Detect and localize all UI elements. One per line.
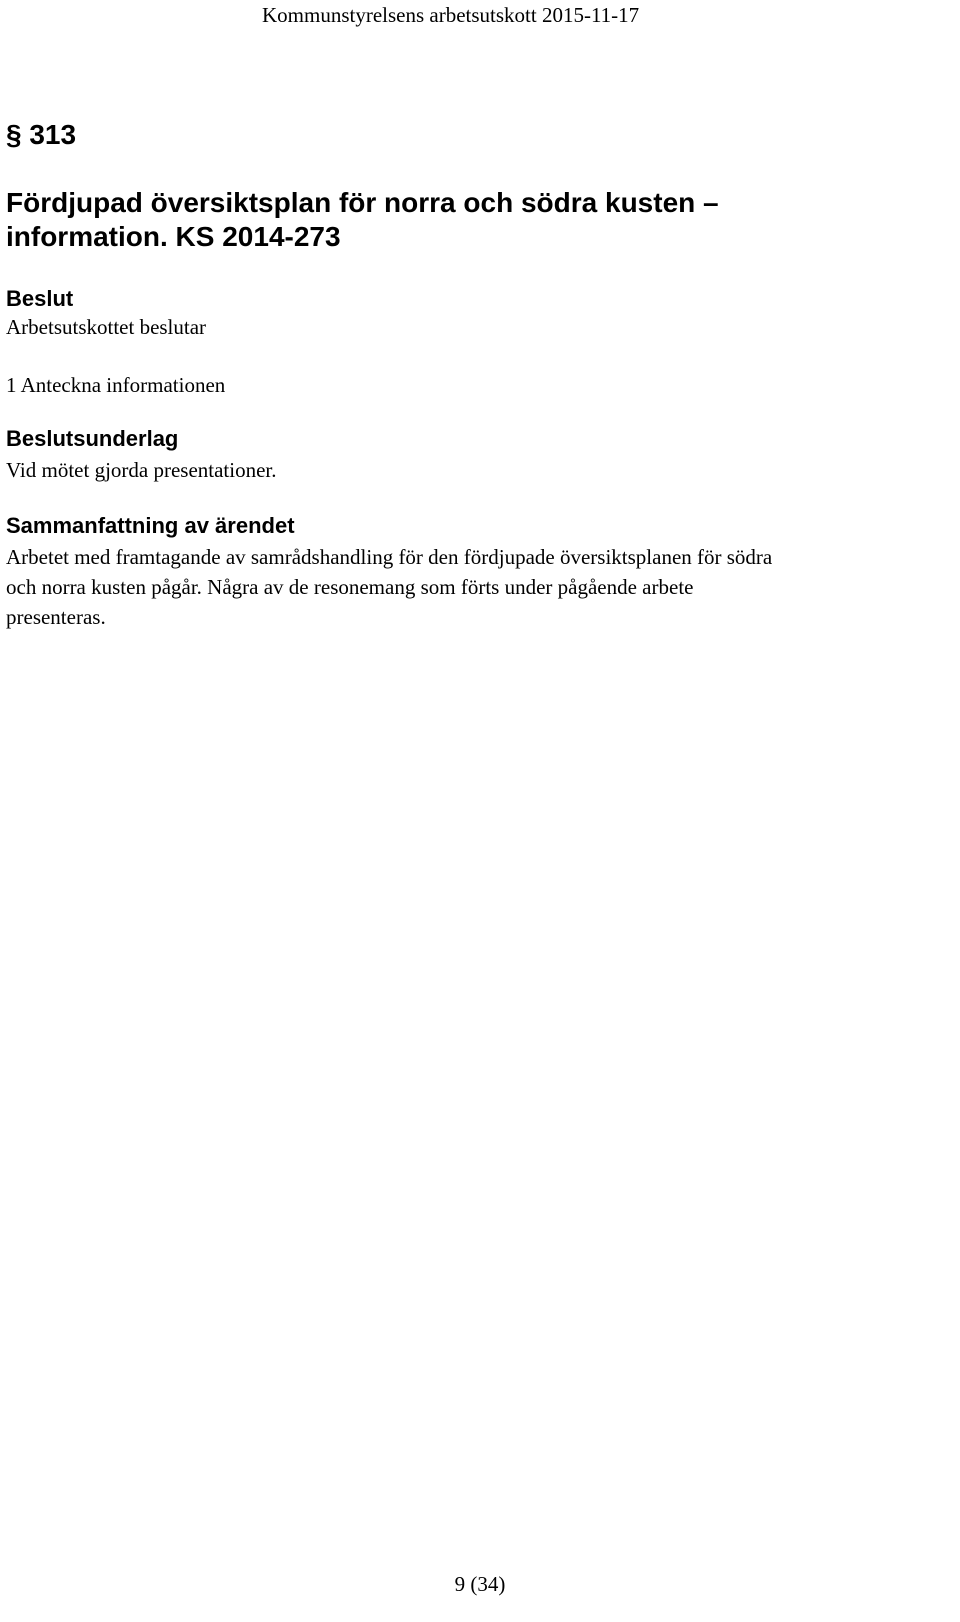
sammanfattning-text	[6, 542, 946, 632]
running-header: Kommunstyrelsens arbetsutskott 2015-11-17	[262, 3, 640, 27]
beslutsunderlag-text: Vid mötet gjorda presentationer.	[6, 458, 277, 482]
sammanfattning-line-1: Arbetet med framtagande av samrådshandling för den fördjupade översiktsplanen för södra	[6, 545, 773, 569]
paragraph-number: § 313	[6, 119, 77, 150]
beslut-intro: Arbetsutskottet beslutar	[6, 315, 207, 339]
page-title	[6, 186, 946, 254]
sammanfattning-line-2: och norra kusten pågår. Några av de resonemang som förts under pågående arbete	[6, 575, 694, 599]
page-title-line-2: information. KS 2014-273	[6, 221, 341, 252]
sammanfattning-heading: Sammanfattning av ärendet	[6, 513, 295, 538]
page-title-line-1: Fördjupad översiktsplan för norra och södra kusten –	[6, 187, 719, 218]
beslutsunderlag-heading: Beslutsunderlag	[6, 426, 179, 451]
sammanfattning-line-3: presenteras.	[6, 605, 106, 629]
beslut-heading: Beslut	[6, 286, 74, 311]
page-number: 9 (34)	[454, 1572, 506, 1596]
beslut-item: 1 Anteckna informationen	[6, 373, 226, 397]
